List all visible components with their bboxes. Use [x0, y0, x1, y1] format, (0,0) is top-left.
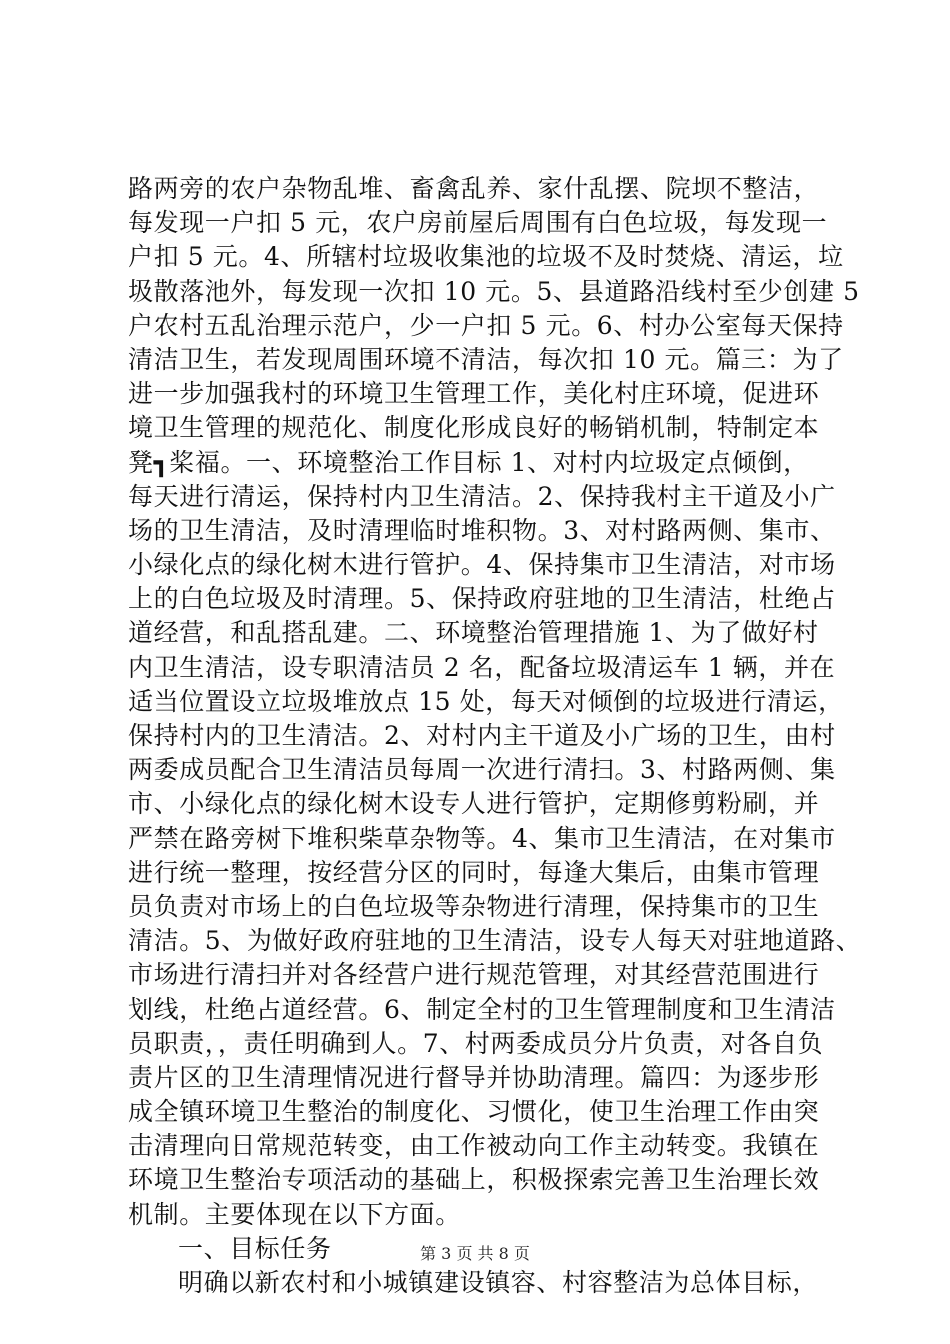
- text-line-30: 环境卫生整治专项活动的基础上，积极探索完善卫生治理长效: [128, 1165, 820, 1195]
- text-line-20: 严禁在路旁树下堆积柴草杂物等。4、集市卫生清洁，在对集市: [128, 823, 836, 853]
- text-line-5: 户农村五乱治理示范户，少一户扣 5 元。6、村办公室每天保持: [128, 310, 844, 340]
- text-line-18: 两委成员配合卫生清洁员每周一次进行清扫。3、村路两侧、集: [128, 755, 836, 785]
- text-line-29: 击清理向日常规范转变，由工作被动向工作主动转变。我镇在: [128, 1131, 820, 1161]
- text-line-1: 路两旁的农户杂物乱堆、畜禽乱养、家什乱摆、院坝不整洁，: [128, 174, 820, 203]
- text-line-19: 市、小绿化点的绿化树木设专人进行管护，定期修剪粉刷，并: [128, 789, 820, 819]
- text-line-12: 小绿化点的绿化树木进行管护。4、保持集市卫生清洁，对市场: [128, 550, 836, 580]
- text-line-21: 进行统一整理，按经营分区的同时，每逢大集后，由集市管理: [128, 857, 820, 887]
- text-line-25: 划线，杜绝占道经营。6、制定全村的卫生管理制度和卫生清洁: [128, 994, 836, 1024]
- text-line-3: 户扣 5 元。4、所辖村垃圾收集池的垃圾不及时焚烧、清运，垃: [128, 242, 844, 272]
- document-body: [128, 172, 862, 1300]
- text-line-13: 上的白色垃圾及时清理。5、保持政府驻地的卫生清洁，杜绝占: [128, 584, 836, 614]
- text-line-16: 适当位置设立垃圾堆放点 15 处，每天对倾倒的垃圾进行清运，: [128, 686, 844, 716]
- text-line-6: 清洁卫生，若发现周围环境不清洁，每次扣 10 元。篇三：为了: [128, 344, 844, 374]
- text-line-10: 每天进行清运，保持村内卫生清洁。2、保持我村主干道及小广: [128, 481, 836, 511]
- text-line-17: 保持村内的卫生清洁。2、对村内主干道及小广场的卫生，由村: [128, 721, 836, 750]
- text-line-9: 凳┓桨福。一、环境整治工作目标 1、对村内垃圾定点倾倒，: [128, 447, 809, 477]
- page-number-footer: 第 3 页 共 8 页: [420, 1244, 530, 1263]
- section-heading: 一、目标任务: [178, 1233, 332, 1263]
- text-line-27: 责片区的卫生清理情况进行督导并协助清理。篇四：为逐步形: [128, 1062, 820, 1092]
- text-line-22: 员负责对市场上的白色垃圾等杂物进行清理，保持集市的卫生: [128, 891, 820, 921]
- text-line-24: 市场进行清扫并对各经营户进行规范管理，对其经营范围进行: [128, 960, 820, 990]
- text-line-11: 场的卫生清洁，及时清理临时堆积物。3、对村路两侧、集市、: [128, 515, 836, 545]
- text-line-4: 圾散落池外，每发现一次扣 10 元。5、县道路沿线村至少创建 5: [128, 276, 860, 306]
- text-line-14: 道经营，和乱搭乱建。二、环境整治管理措施 1、为了做好村: [128, 618, 819, 648]
- text-line-28: 成全镇环境卫生整治的制度化、习惯化，使卫生治理工作由突: [128, 1097, 820, 1127]
- text-line-26: 员职责，，责任明确到人。7、村两委成员分片负责，对各自负: [128, 1028, 824, 1058]
- text-line-31: 机制。主要体现在以下方面。: [128, 1199, 461, 1229]
- text-line-7: 进一步加强我村的环境卫生管理工作，美化村庄环境，促进环: [128, 379, 820, 409]
- text-line-23: 清洁。5、为做好政府驻地的卫生清洁，设专人每天对驻地道路、: [128, 926, 862, 956]
- text-line-8: 境卫生管理的规范化、制度化形成良好的畅销机制，特制定本: [128, 413, 820, 443]
- text-line-2: 每发现一户扣 5 元，农户房前屋后周围有白色垃圾，每发现一: [128, 208, 828, 238]
- paragraph-first-line: 明确以新农村和小城镇建设镇容、村容整洁为总体目标，: [178, 1268, 819, 1297]
- text-line-15: 内卫生清洁，设专职清洁员 2 名，配备垃圾清运车 1 辆，并在: [128, 652, 836, 682]
